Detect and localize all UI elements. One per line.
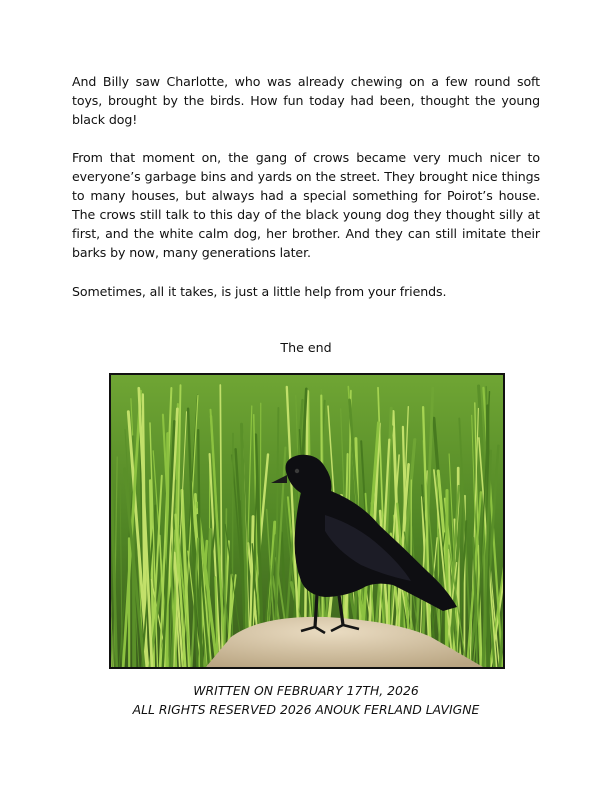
- story-paragraph-2: From that moment on, the gang of crows became very much nicer to everyone’s garbage bins and yards on the street. They brought nice things to many houses, but always had a special something for Poirot’s house. The crows still talk to this day of the black young dog they thought silly at first, and the white calm dog, her brother. And they can still imitate their barks by now, many generations later.: [72, 150, 540, 260]
- story-paragraph-1: And Billy saw Charlotte, who was already chewing on a few round soft toys, brought by the birds. How fun today had been, thought the young black dog!: [72, 74, 540, 127]
- copyright-line: ALL RIGHTS RESERVED 2026 ANOUK FERLAND LAVIGNE: [132, 702, 480, 717]
- crow-photo-illustration: [111, 375, 503, 667]
- story-ending: The end: [280, 340, 332, 355]
- written-date-line: WRITTEN ON FEBRUARY 17TH, 2026: [193, 683, 419, 698]
- grass-blade: [447, 491, 448, 668]
- story-paragraph-3: Sometimes, all it takes, is just a little help from your friends.: [72, 284, 447, 299]
- grass-blade: [232, 434, 233, 668]
- crow-photo: [109, 373, 505, 669]
